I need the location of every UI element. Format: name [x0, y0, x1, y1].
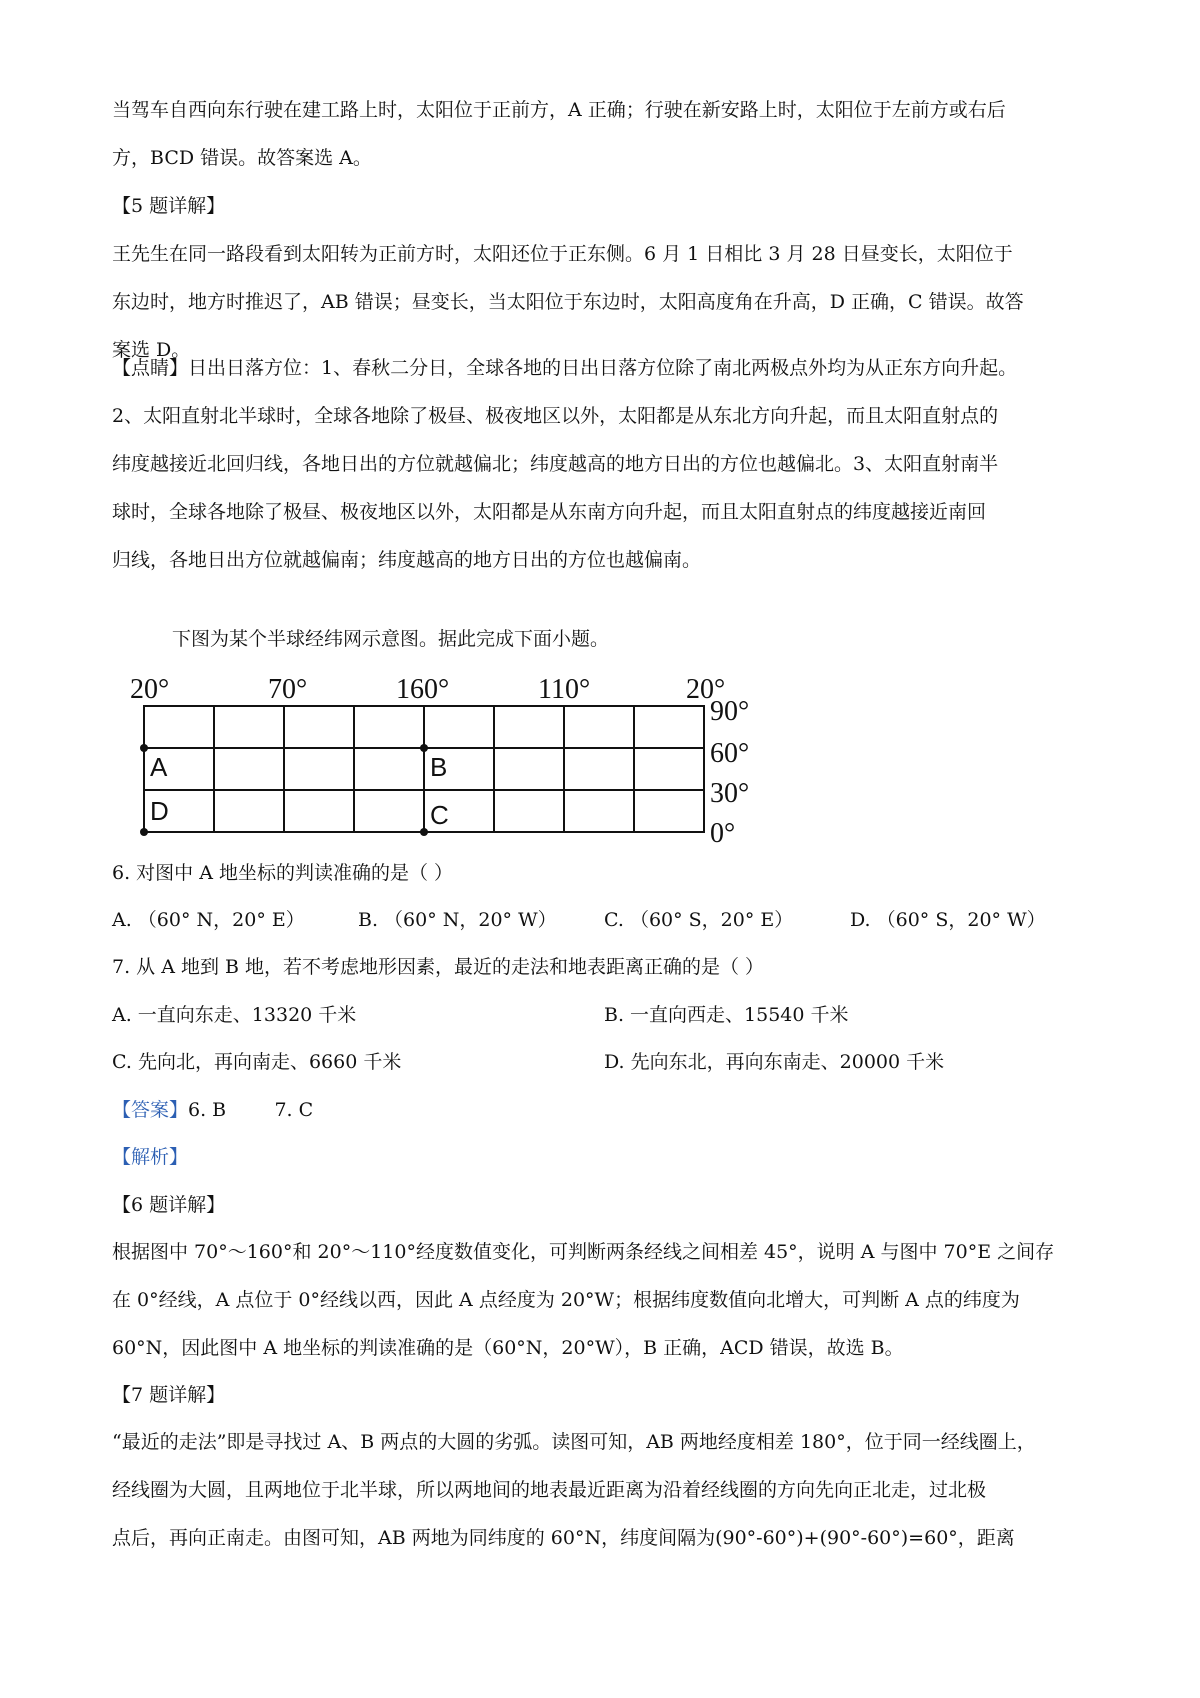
paragraph-q7-detail	[112, 1418, 1102, 1562]
answer-line	[112, 1095, 313, 1125]
q6-option-b: B. （60° N，20° W）	[358, 909, 557, 931]
text-line: 方，BCD 错误。故答案选 A。	[112, 147, 372, 169]
longitude-label: 110°	[538, 674, 591, 705]
point-c-label: C	[430, 800, 449, 830]
q7-option-b: B. 一直向西走、15540 千米	[604, 1004, 849, 1026]
section-heading-q5: 【5 题详解】	[112, 195, 226, 217]
paragraph-q6-detail	[112, 1228, 1102, 1372]
text-line: 2、太阳直射北半球时，全球各地除了极昼、极夜地区以外，太阳都是从东北方向升起，而且太阳直射点的	[112, 405, 999, 427]
latitude-label: 30°	[710, 778, 750, 809]
longitude-label: 70°	[268, 674, 308, 705]
question-6-stem: 6. 对图中 A 地坐标的判读准确的是（ ）	[112, 862, 454, 884]
grid-lines	[144, 706, 704, 832]
q7-option-a: A. 一直向东走、13320 千米	[112, 1004, 357, 1026]
point-b-label: B	[430, 752, 448, 782]
analysis-heading: 【解析】	[112, 1146, 189, 1168]
paragraph-q4-conclusion	[112, 86, 1102, 182]
q6-option-d: D. （60° S，20° W）	[850, 909, 1046, 931]
latitude-label: 0°	[710, 818, 736, 848]
text-line: 球时，全球各地除了极昼、极夜地区以外，太阳都是从东南方向升起，而且太阳直射点的纬度越接近南回	[112, 501, 987, 523]
point-c-dot	[420, 828, 428, 836]
q7-option-c: C. 先向北，再向南走、6660 千米	[112, 1051, 402, 1073]
text-line: 【点睛】日出日落方位：1、春秋二分日，全球各地的日出日落方位除了南北两极点外均为从正东方向升起。	[112, 357, 1018, 379]
longitude-label: 20°	[686, 674, 726, 705]
point-b-dot	[420, 744, 428, 752]
longitude-label: 20°	[130, 674, 170, 705]
q6-option-c: C. （60° S，20° E）	[604, 909, 794, 931]
text-line: 东边时，地方时推迟了，AB 错误；昼变长，当太阳位于东边时，太阳高度角在升高，D 正确，C 错误。故答	[112, 291, 1024, 313]
figure-intro: 下图为某个半球经纬网示意图。据此完成下面小题。	[172, 628, 610, 650]
graticule-figure	[130, 668, 770, 848]
text-line: 经线圈为大圆，且两地位于北半球，所以两地间的地表最近距离为沿着经线圈的方向先向正北走，过北极	[112, 1479, 987, 1501]
latitude-label: 60°	[710, 738, 750, 769]
text-line: 归线，各地日出方位就越偏南；纬度越高的地方日出的方位也越偏南。	[112, 549, 702, 571]
answer-label: 【答案】	[112, 1099, 189, 1121]
text-line: 在 0°经线，A 点位于 0°经线以西，因此 A 点经度为 20°W；根据纬度数值向北增大，可判断 A 点的纬度为	[112, 1289, 1020, 1311]
question-7-stem: 7. 从 A 地到 B 地，若不考虑地形因素，最近的走法和地表距离正确的是（ ）	[112, 956, 765, 978]
longitude-label: 160°	[396, 674, 450, 705]
text-line: 60°N，因此图中 A 地坐标的判读准确的是（60°N，20°W），B 正确，ACD 错误，故选 B。	[112, 1337, 904, 1359]
text-line: 纬度越接近北回归线，各地日出的方位就越偏北；纬度越高的地方日出的方位也越偏北。3、太阳直射南半	[112, 453, 999, 475]
section-heading-q6: 【6 题详解】	[112, 1194, 226, 1216]
text-line: “最近的走法”即是寻找过 A、B 两点的大圆的劣弧。读图可知，AB 两地经度相差 180°，位于同一经线圈上，	[112, 1431, 1036, 1453]
q7-option-d: D. 先向东北，再向东南走、20000 千米	[604, 1051, 945, 1073]
q6-option-a: A. （60° N，20° E）	[112, 909, 305, 931]
answer-value: 6. B 7. C	[188, 1099, 314, 1121]
text-line: 当驾车自西向东行驶在建工路上时，太阳位于正前方，A 正确；行驶在新安路上时，太阳位于左前方或右后	[112, 99, 1006, 121]
section-heading-q7: 【7 题详解】	[112, 1384, 226, 1406]
point-a-label: A	[150, 752, 168, 782]
text-line: 王先生在同一路段看到太阳转为正前方时，太阳还位于正东侧。6 月 1 日相比 3 月 28 日昼变长，太阳位于	[112, 243, 1013, 265]
latitude-label: 90°	[710, 696, 750, 727]
paragraph-tip	[112, 344, 1102, 584]
point-d-dot	[140, 828, 148, 836]
text-line: 点后，再向正南走。由图可知，AB 两地为同纬度的 60°N，纬度间隔为(90°-60°)+(90°-60°)=60°，距离	[112, 1527, 1015, 1549]
point-a-dot	[140, 744, 148, 752]
text-line: 案选 D。	[112, 339, 191, 361]
text-line: 根据图中 70°～160°和 20°～110°经度数值变化，可判断两条经线之间相差 45°，说明 A 与图中 70°E 之间存	[112, 1241, 1055, 1263]
point-d-label: D	[150, 796, 169, 826]
